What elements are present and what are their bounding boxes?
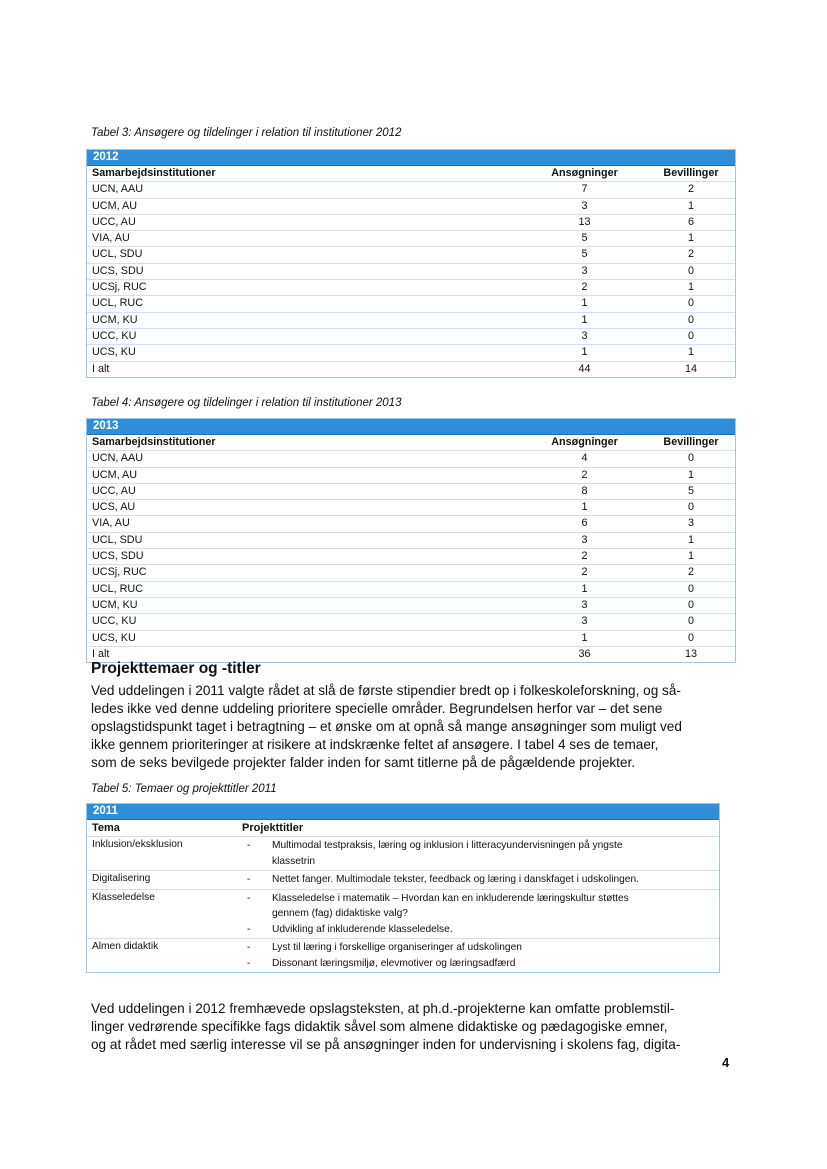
table-row [87,199,735,215]
table-row [87,582,735,598]
table-row [87,533,735,549]
applications-cell: 2 [581,566,588,579]
project-title-line: Udvikling af inkluderende klasseledelse. [272,923,453,935]
applications-cell: 5 [581,232,588,245]
table-row [87,516,735,532]
paragraph-line: og at rådet med særlig interesse vil se på ansøgninger inden for undervisning i skolens fag, digita- [91,1037,681,1052]
grants-cell: 1 [687,550,694,563]
table-row [87,329,735,345]
grants-cell: 1 [687,281,694,294]
column-header-institution: Samarbejdsinstitutioner [92,436,216,448]
table-row [87,484,735,500]
applications-cell: 2 [581,468,588,481]
list-dash: - [247,942,251,953]
institution-cell: UCL, SDU [92,533,143,546]
table-row [87,837,719,871]
grants-cell: 0 [687,329,694,342]
institution-cell: VIA, AU [92,232,130,245]
institution-cell: UCS, SDU [92,550,144,563]
project-title [242,922,719,938]
table-row [87,890,719,940]
paragraph-line: ledes ikke ved denne uddeling prioritere specielle områder. Begrundelsen herfor var – det sene [91,701,663,716]
institution-cell: I alt [92,362,110,375]
institution-cell: UCL, SDU [92,248,143,261]
table-row [87,565,735,581]
institution-cell: UCC, AU [92,484,136,497]
table4 [86,418,736,663]
institution-cell: UCL, RUC [92,582,143,595]
institution-cell: UCSj, RUC [92,566,147,579]
applications-cell: 44 [578,362,591,375]
grants-cell: 1 [687,468,694,481]
institution-cell: UCM, AU [92,468,137,481]
institution-cell: UCS, KU [92,346,136,359]
table5-caption: Tabel 5: Temaer og projekttitler 2011 [91,783,277,795]
paragraph-line: opslagstidspunkt taget i betragtning – et ønske om at opnå så mange ansøgninger som muligt ved [91,719,682,734]
applications-cell: 7 [581,183,588,196]
column-header-institution: Samarbejdsinstitutioner [92,167,216,179]
project-title-line: Multimodal testpraksis, læring og inklusion i litteracyundervisningen på yngste [272,840,623,851]
project-title-line: Nettet fanger. Multimodale tekster, feedback og læring i danskfaget i udskolingen. [272,874,639,885]
table-row [87,549,735,565]
project-title [242,838,719,869]
applications-cell: 1 [581,313,588,326]
grants-cell: 2 [687,248,694,261]
applications-cell: 1 [581,631,588,644]
grants-cell: 0 [687,264,694,277]
institution-cell: UCN, AAU [92,452,143,465]
grants-cell: 0 [687,615,694,628]
institution-cell: UCL, RUC [92,297,143,310]
project-title [242,940,719,956]
applications-cell: 3 [581,615,588,628]
grants-cell: 0 [687,452,694,465]
column-header-grants: Bevillinger [663,167,719,179]
grants-cell: 2 [687,566,694,579]
paragraph-line: linger vedrørende specifikke fags didaktik såvel som almene didaktiske og pædagogiske emner, [91,1019,668,1034]
table-row [87,313,735,329]
column-header-grants: Bevillinger [663,436,719,448]
table5-header-row [87,820,719,837]
institution-cell: UCM, AU [92,199,137,212]
grants-cell: 0 [687,582,694,595]
grants-cell: 1 [687,232,694,245]
table-row [87,264,735,280]
page-number: 4 [722,1055,730,1070]
grants-cell: 13 [684,647,697,660]
table4-caption: Tabel 4: Ansøgere og tildelinger i relation til institutioner 2013 [91,397,402,409]
applications-cell: 1 [581,297,588,310]
applications-cell: 3 [581,264,588,277]
applications-cell: 2 [581,550,588,563]
project-title [242,891,719,922]
applications-cell: 1 [581,582,588,595]
institution-cell: UCN, AAU [92,183,143,196]
grants-cell: 0 [687,631,694,644]
grants-cell: 5 [687,484,694,497]
institution-cell: UCC, AU [92,215,136,228]
table3 [86,149,736,378]
column-header-titles: Projekttitler [242,822,304,834]
applications-cell: 5 [581,248,588,261]
project-title-line: Klasseledelse i matematik – Hvordan kan en inkluderende læringskultur støttes [272,892,629,904]
institution-cell: VIA, AU [92,517,130,530]
project-title-line: Lyst til læring i forskellige organiseringer af udskolingen [272,942,522,953]
theme-cell: Almen didaktik [92,941,159,952]
table-row [87,247,735,263]
paragraph-2 [91,1000,734,1054]
grants-cell: 1 [687,533,694,546]
institution-cell: UCS, SDU [92,264,144,277]
grants-cell: 0 [687,313,694,326]
grants-cell: 1 [687,199,694,212]
table-row [87,500,735,516]
paragraph-line: Ved uddelingen i 2012 fremhævede opslagsteksten, at ph.d.-projekterne kan omfatte problemstil- [91,1001,675,1016]
applications-cell: 1 [581,501,588,514]
list-dash: - [247,957,251,969]
table-row [87,345,735,361]
grants-cell: 0 [687,297,694,310]
institution-cell: UCC, KU [92,329,137,342]
applications-cell: 2 [581,281,588,294]
applications-cell: 1 [581,346,588,359]
theme-cell: Klasseledelse [92,891,155,903]
grants-cell: 14 [684,362,697,375]
section-heading: Projekttemaer og -titler [91,660,261,677]
applications-cell: 4 [581,452,588,465]
table5-year-bar: 2011 [87,804,719,820]
grants-cell: 0 [687,598,694,611]
table-row [87,296,735,312]
table-row [87,215,735,231]
paragraph-1 [91,682,734,772]
table-header-row [87,435,735,451]
list-dash: - [247,840,251,851]
theme-cell: Digitalisering [92,873,151,884]
theme-cell: Inklusion/eksklusion [92,839,183,850]
table-row [87,468,735,484]
grants-cell: 1 [687,346,694,359]
table-row [87,451,735,467]
grants-cell: 0 [687,501,694,514]
tabel4-year-bar: 2013 [87,419,735,435]
column-header-applications: Ansøgninger [551,167,618,179]
institution-cell: UCS, KU [92,631,136,644]
table-row [87,280,735,296]
table-row [87,182,735,198]
table-row [87,598,735,614]
paragraph-line: ikke gennem prioriteringer at risikere at indskrænke feltet af ansøgere. I tabel 4 ses de temaer, [91,737,659,752]
applications-cell: 8 [581,484,588,497]
project-title [242,956,719,972]
grants-cell: 3 [687,517,694,530]
paragraph-line: Ved uddelingen i 2011 valgte rådet at slå de første stipendier bredt op i folkeskoleforskning, og så- [91,683,681,698]
applications-cell: 3 [581,329,588,342]
institution-cell: UCC, KU [92,615,137,628]
column-header-applications: Ansøgninger [551,436,618,448]
table-header-row [87,166,735,182]
project-title [242,872,719,888]
institution-cell: UCS, AU [92,501,136,514]
table-row [87,362,735,377]
list-dash: - [247,892,251,904]
grants-cell: 6 [687,215,694,228]
project-title-line: gennem (fag) didaktiske valg? [272,908,408,919]
applications-cell: 3 [581,199,588,212]
tabel3-year-bar: 2012 [87,150,735,166]
paragraph-line: som de seks bevilgede projekter falder inden for samt titlerne på de pågældende projekter. [91,755,636,770]
table-row [87,231,735,247]
applications-cell: 13 [578,215,591,228]
table-row [87,871,719,890]
applications-cell: 6 [581,517,588,530]
project-title-line: Dissonant læringsmiljø, elevmotiver og læringsadfærd [272,957,516,969]
institution-cell: UCM, KU [92,598,138,611]
institution-cell: UCSj, RUC [92,281,147,294]
applications-cell: 3 [581,598,588,611]
grants-cell: 2 [687,183,694,196]
institution-cell: I alt [92,647,110,660]
table5 [86,803,720,973]
applications-cell: 36 [578,647,591,660]
table-row [87,939,719,972]
table-row [87,631,735,647]
institution-cell: UCM, KU [92,313,138,326]
column-header-theme: Tema [92,822,120,834]
list-dash: - [247,923,251,935]
applications-cell: 3 [581,533,588,546]
project-title-line: klassetrin [272,855,316,867]
table-row [87,614,735,630]
table3-caption: Tabel 3: Ansøgere og tildelinger i relation til institutioner 2012 [91,127,402,139]
list-dash: - [247,874,251,885]
